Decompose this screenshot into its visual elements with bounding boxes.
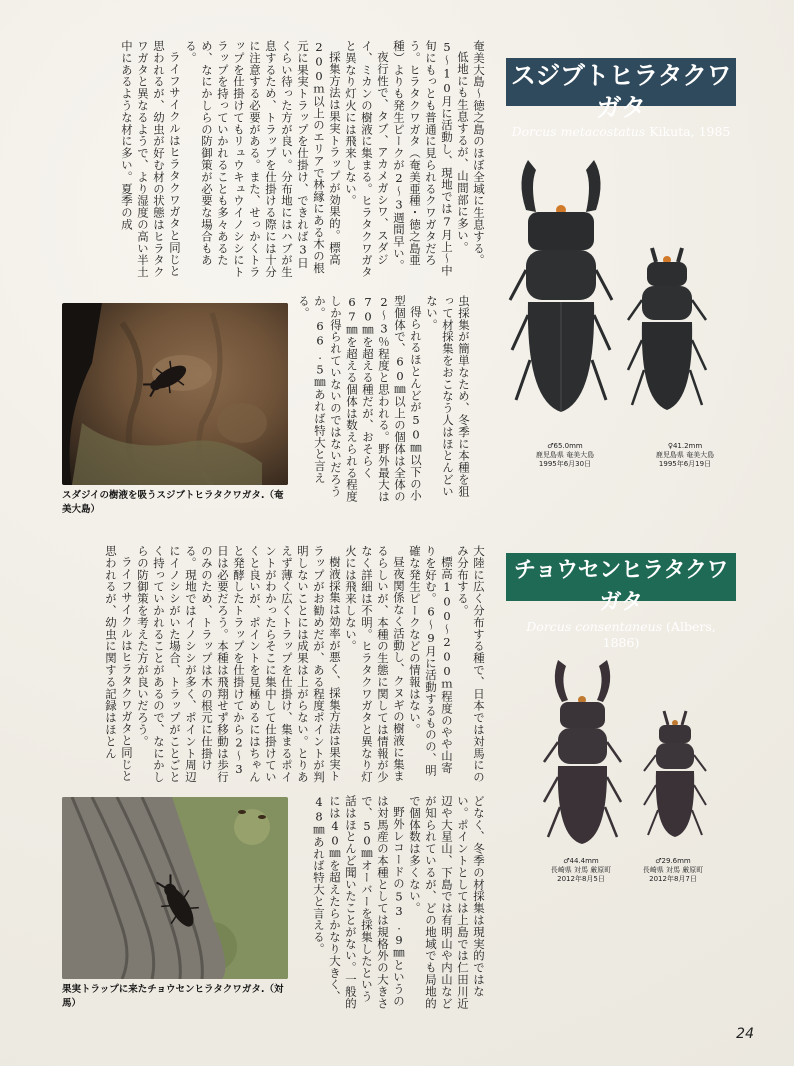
paragraph: どなく、冬季の材採集は現実的ではない。ポイントとしては上島では仁田川近辺や大星山、下島では有明山や内山などが知られているが、どの地域でも局地的で個体数は多くない。 — [408, 795, 486, 1010]
species1-scientific-name — [506, 124, 736, 140]
specimen-locality: 鹿児島県 奄美大島 — [655, 451, 715, 459]
paragraph: 標高100〜200ｍ程度のやや山寄りを好む。6〜9月に活動するものの、明確な発生ピークなどの情報はない。 — [408, 545, 454, 777]
paragraph: 大陸に広く分布する種で、日本では対馬にのみ分布する。 — [456, 545, 486, 783]
species1-photo-caption: スダジイの樹液を吸うスジブトヒラタクワガタ.（奄美大島） — [62, 490, 284, 515]
specimen-locality: 長崎県 対馬 厳原町 — [550, 866, 612, 874]
species2-title-box — [506, 553, 736, 650]
specimen-size: ♂44.4mm — [563, 857, 599, 865]
species1-title-box — [506, 58, 736, 139]
paragraph: 昼夜関係なく活動し、クヌギの樹液に集まるらしいが、本種の生態に関しては情報が少なく詳細は不明。ヒラタクワガタと異なり灯火には飛来しない。 — [344, 545, 406, 783]
paragraph: ライフサイクルはヒラタクワガタと同じと思われるが、幼虫に関する記録はほとん — [104, 545, 134, 783]
species1-japanese-name: スジブトヒラタクワガタ — [510, 61, 732, 122]
specimen-size: ♀41.2mm — [667, 442, 703, 450]
specimen-date: 2012年8月5日 — [557, 875, 605, 883]
page-number: 24 — [736, 1026, 754, 1042]
paragraph: 採集方法は果実トラップが効果的。標高200ｍ以上のエリアで林縁にある木の根元に果実トラップを仕掛け、できれば3日くらい待った方が良い。分布地にはハブが生息するため、トラップを仕掛ける際には十分に注意する必要がある。また、せっかくトラップを仕掛けてもリュウキュウイノシシにトラップを持っていかれることも多々あるため、なにかしらの防御策が必要な場合もある。 — [184, 40, 342, 278]
paragraph: 野外レコードの53.9㎜というのは対馬産の本種としては規格外の大きさで、50㎜オーバーを採集したという話はほとんど聞いたことがない。一般的には40㎜を超えたらかなり大きく、48㎜あれば特大と言える。 — [312, 795, 406, 1010]
author-citation: (Albers, 1886) — [602, 619, 716, 650]
species2-photo-caption: 果実トラップに来たチョウセンヒラタクワガタ.（対馬） — [62, 984, 284, 1009]
specimen-locality: 鹿児島県 奄美大島 — [535, 451, 595, 459]
species1-specimen-female — [622, 240, 712, 420]
paragraph: 樹液採集は効率が悪く、採集方法は果実トラップがお勧めだが、ある程度ポイントが判明しないことには成果は上がらない。とりあえず薄く広くトラップを仕掛け、集まるポイントがわかったらそこに集中して仕掛けていくと良いが、ポイントを見極めるにはちゃんと発酵したトラップを仕掛けてから2〜3日は必要だろう。本種は飛翔せず移動は歩行のみのため、トラップは木の根元に仕掛ける。現地ではイノシシが多く、ポイント周辺にイノシシがいた場合、トラップがことごとく持っていかれることがあるので、なにかしらの防御策を考えた方が良いだろう。 — [136, 545, 342, 783]
specimen-size: ♂65.0mm — [547, 442, 583, 450]
species1-specimen-label-male — [520, 442, 610, 469]
specimen-locality: 長崎県 対馬 厳原町 — [642, 866, 704, 874]
species1-specimen-male — [506, 150, 616, 425]
species1-body-column-b — [297, 295, 472, 507]
beetle-on-bark-photo — [62, 303, 288, 485]
species2-specimen-label-small-male — [628, 857, 718, 884]
species2-specimen-small-male — [640, 705, 710, 845]
author-citation: Kikuta, 1985 — [649, 124, 731, 139]
species2-japanese-name: チョウセンヒラタクワガタ — [513, 558, 729, 615]
paragraph: 奄美大島〜徳之島のほぼ全域に生息する。 — [472, 40, 486, 267]
beetle-on-log-photo — [62, 797, 288, 979]
species1-specimen-label-female — [640, 442, 730, 469]
paragraph: 低地にも生息するが、山間部に多い。5〜10月に活動し、現地では7月上〜中旬にもっとも普通に見られるクワガタだろう。ヒラタクワガタ（奄美亜種・徳之島亜種）よりも発生ピークが2〜3週間早い。 — [392, 40, 470, 277]
specimen-date: 1995年6月30日 — [538, 460, 592, 468]
paragraph: ライフサイクルはヒラタクワガタと同じと思われるが、幼虫が好む材の状態はヒラタクワガタと異なるようで、より湿度の高い半土中にあるような材に多い。夏季の成 — [120, 40, 182, 278]
species2-body-column-b — [305, 795, 487, 1010]
species1-body-column-a — [62, 40, 487, 278]
specimen-size: ♂29.6mm — [655, 857, 691, 865]
species2-body-column-a — [62, 545, 487, 783]
species2-scientific-name — [506, 619, 736, 651]
specimen-date: 1995年6月19日 — [658, 460, 712, 468]
paragraph: 得られるほとんどが50㎜以下の小型個体で、60㎜以上の個体は全体の2〜3％程度と思われる。野外最大は70㎜を超える種だが、おそらく67㎜を超える個体は数えられる程度しか得られていないのではないだろうか。66.5㎜あれば特大と言える。 — [297, 295, 423, 503]
specimen-date: 2012年8月7日 — [649, 875, 697, 883]
scientific-name-italic: Dorcus consentaneus — [526, 619, 663, 634]
scientific-name-italic: Dorcus metacostatus — [511, 124, 646, 139]
species1-field-photo — [62, 303, 288, 485]
species2-specimen-male — [540, 652, 625, 852]
species2-field-photo — [62, 797, 288, 979]
species2-specimen-label-male — [536, 857, 626, 884]
paragraph: 夜行性で、タブ、アカメガシワ、スダジイ、ミカンの樹液に集まる。ヒラタクワガタと異なり灯火には飛来しない。 — [344, 40, 390, 278]
paragraph: 虫採集が簡単なため、冬季に本種を狙って材採集をおこなう人はほとんどいない。 — [425, 295, 471, 498]
